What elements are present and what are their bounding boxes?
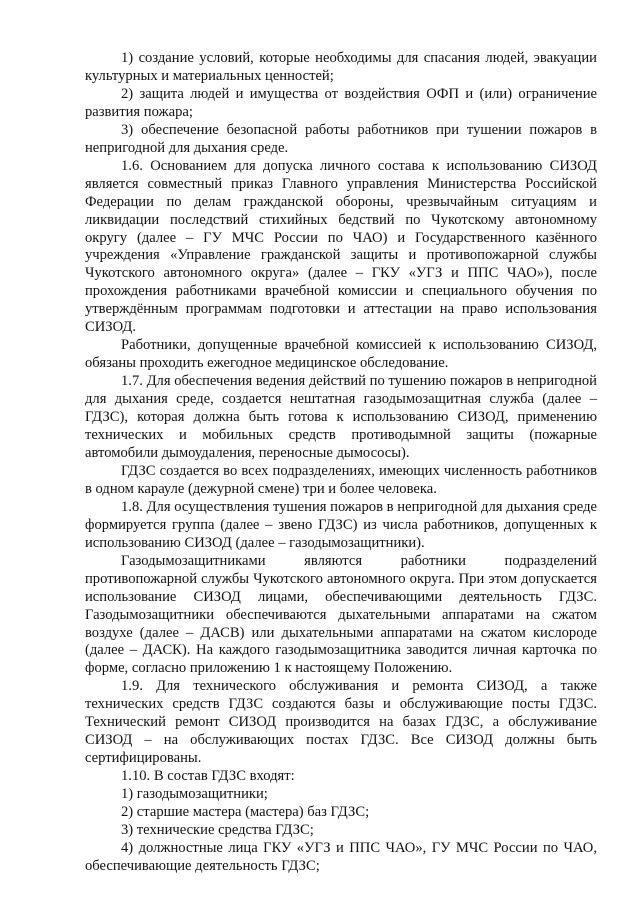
paragraph-clause-1-10: 1.10. В состав ГДЗС входят: — [121, 768, 295, 785]
paragraph-composition-2: 2) старшие мастера (мастера) баз ГДЗС; — [121, 804, 370, 821]
paragraph-clause-1-6: 1.6. Основанием для допуска личного состава к использованию СИЗОД является совместный приказ Главного управления Министерства Российской Федерации по делам гражданской обороны, чрезвычайным ситуациям и ликвидации последствий стихийных бедствий по Чукотскому автономному округу (далее – ГУ МЧС России по ЧАО) и Государственного казённого учреждения «Управление гражданской защиты и противопожарной службы Чукотского автономного округа» (далее – ГКУ «УГЗ и ППС ЧАО»), после прохождения работниками врачебной комиссии и специального обучения по утверждённым программам подготовки и аттестации на право использования СИЗОД. — [85, 157, 597, 336]
paragraph-item-3: 3) обеспечение безопасной работы работников при тушении пожаров в непригодной для дыхания среде. — [85, 121, 597, 156]
paragraph-item-1: 1) создание условий, которые необходимы для спасания людей, эвакуации культурных и материальных ценностей; — [85, 50, 597, 84]
paragraph-clause-1-8: 1.8. Для осуществления тушения пожаров в непригодной для дыхания среде формируется группа (далее – звено ГДЗС) из числа работников, допущенных к использованию СИЗОД (далее – газодымозащитники). — [85, 498, 597, 551]
paragraph-composition-3: 3) технические средства ГДЗС; — [121, 821, 314, 838]
paragraph-medical-exam: Работники, допущенные врачебной комиссией к использованию СИЗОД, обязаны проходить ежегодное медицинское обследование. — [85, 337, 597, 372]
paragraph-clause-1-7: 1.7. Для обеспечения ведения действий по тушению пожаров в непригодной для дыхания среде, создается нештатная газодымозащитная служба (далее – ГДЗС), которая должна быть готова к использованию СИЗОД, применению технических и мобильных средств противодымной защиты (пожарные автомобили дымоудаления, переносные дымососы). — [85, 373, 597, 461]
paragraph-clause-1-9: 1.9. Для технического обслуживания и ремонта СИЗОД, а также технических средств ГДЗС создаются базы и обслуживающие посты ГДЗС. Технический ремонт СИЗОД производится на базах ГДЗС, а обслуживание СИЗОД – на обслуживающих постах ГДЗС. Все СИЗОД должны быть сертифицированы. — [85, 678, 597, 767]
paragraph-composition-1: 1) газодымозащитники; — [121, 786, 268, 803]
document-body — [85, 50, 597, 876]
paragraph-composition-4: 4) должностные лица ГКУ «УГЗ и ППС ЧАО», ГУ МЧС России по ЧАО, обеспечивающие деятельность ГДЗС; — [85, 839, 597, 874]
paragraph-item-2: 2) защита людей и имущества от воздействия ОФП и (или) ограничение развития пожара; — [85, 85, 597, 120]
paragraph-gdzs-units: ГДЗС создается во всех подразделениях, имеющих численность работников в одном карауле (дежурной смене) три и более человека. — [85, 462, 597, 497]
paragraph-gas-smoke-protectors: Газодымозащитниками являются работники подразделений противопожарной службы Чукотского автономного округа. При этом допускается использование СИЗОД лицами, обеспечивающими деятельность ГДЗС. Газодымозащитники обеспечиваются дыхательными аппаратами на сжатом воздухе (далее – ДАСВ) или дыхательными аппаратами на сжатом кислороде (далее – ДАСК). На каждого газодымозащитника заводится личная карточка по форме, согласно приложению 1 к настоящему Положению. — [85, 552, 597, 677]
